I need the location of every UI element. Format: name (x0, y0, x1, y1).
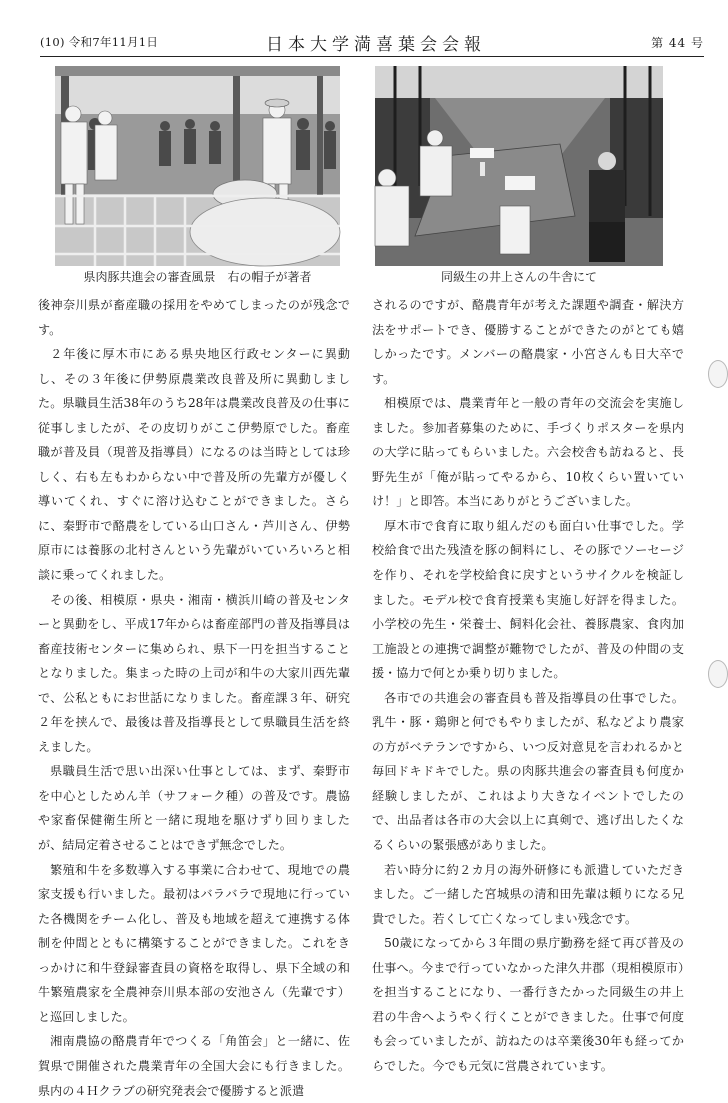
photo-caption-left: 県肉豚共進会の審査風景 右の帽子が著者 (83, 270, 312, 284)
paragraph: 若い時分に約２カ月の海外研修にも派遣していただきました。ご一緒した宮城県の清和田先輩は頼りになる兄貴でした。若くして亡くなってしまい残念です。 (372, 862, 684, 926)
paragraph: ２年後に厚木市にある県央地区行政センターに異動し、その３年後に伊勢原農業改良普及所に異動しました。県職員生活38年のうち28年は農業改良普及の仕事に従事しましたが、その皮切りがここ伊勢原でした。畜産職が普及員（現普及指導員）になるのは当時としては珍しく、右も左もわからない中で普及所の先輩方が優しく導いてくれ、すぐに溶け込むことができました。さらに、秦野市で酪農をしている山口さん・芦川さん、伊勢原市には養豚の北村さんという先輩がいていろいろと相談に乗ってくれました。 (38, 347, 350, 583)
photo-barn-visit (375, 66, 663, 266)
paragraph: 相模原では、農業青年と一般の青年の交流会を実施しました。参加者募集のために、手づくりポスターを県内の大学に貼ってもらいました。六会校舎も訪ねると、長野先生が「俺が貼ってやるから、10枚くらい置いていけ！」と即答。本当にありがとうございました。 (372, 396, 684, 509)
binder-punch-hole (708, 660, 728, 688)
paragraph: 後神奈川県が畜産職の採用をやめてしまったのが残念です。 (38, 298, 350, 337)
paragraph: 各市での共進会の審査員も普及指導員の仕事でした。乳牛・豚・鶏卵と何でもやりましたが、私などより農家の方がベテランですから、いつ反対意見を言われるかと毎回ドキドキでした。県の肉豚共進会の審査員も何度か経験しましたが、これはより大きなイベントでしたので、出品者は各市の大会以上に真剣で、逃げ出したくなるくらいの緊張感がありました。 (372, 690, 684, 853)
newspaper-title: 日本大学満喜葉会会報 (266, 35, 486, 55)
paragraph: されるのですが、酪農青年が考えた課題や調査・解決方法をサポートでき、優勝することができたのがとても嬉しかったです。メンバーの酪農家・小宮さんも日大卒です。 (372, 298, 684, 386)
paragraph: 厚木市で食育に取り組んだのも面白い仕事でした。学校給食で出た残渣を豚の飼料にし、その豚でソーセージを作り、それを学校給食に戻すというサイクルを検証しました。モデル校で食育授業も実施し好評を得ました。小学校の先生・栄養士、飼料化会社、養豚農家、食肉加工施設との連携で調整が難物でしたが、普及の仲間の支援・協力で何とか乗り切りました。 (372, 518, 684, 681)
paragraph: その後、相模原・県央・湘南・横浜川崎の普及センターと異動をし、平成17年からは畜産部門の普及指導員は畜産技術センターに集められ、県下一円を担当することとなりました。集まった時の上司が和牛の大家川西先輩で、公私ともにお世話になりました。畜産課３年、研究２年を挟んで、最後は普及指導長として県職員生活を終えました。 (38, 592, 350, 754)
page-header (40, 30, 704, 54)
issue-number: 第 44 号 (651, 36, 704, 50)
page-number-date: (10) 令和7年11月1日 (40, 35, 159, 49)
article-column-left (38, 293, 350, 1103)
binder-punch-hole (708, 360, 728, 388)
paragraph: 湘南農協の酪農青年でつくる「角笛会」と一緒に、佐賀県で開催された農業青年の全国大会にも行きました。県内の４Ｈクラブの研究発表会で優勝すると派遣 (38, 1034, 350, 1098)
barn-visit-image (375, 66, 663, 266)
photo-caption-right: 同級生の井上さんの牛舎にて (440, 270, 597, 284)
paragraph: 繁殖和牛を多数導入する事業に合わせて、現地での農家支援も行いました。最初はバラバラで現地に行っていた各機関をチーム化し、普及も地域を超えて連携する体制を仲間とともに構築することができました。これをきっかけに和牛登録審査員の資格を取得し、県下全域の和牛繁殖農家を全農神奈川県本部の安池さん（先輩です）と巡回しました。 (38, 862, 350, 1024)
paragraph: 県職員生活で思い出深い仕事としては、まず、秦野市を中心としためん羊（サフォーク種）の普及です。農協や家畜保健衛生所と一緒に現地を駆けずり回りましたが、結局定着させることはできず無念でした。 (38, 764, 350, 853)
pig-judging-image (55, 66, 340, 266)
photo-pig-judging (55, 66, 340, 266)
paragraph: 50歳になってから３年間の県庁勤務を経て再び普及の仕事へ。今まで行っていなかった津久井郡（現相模原市）を担当することになり、一番行きたかった同級生の井上君の牛舎へようやく行くことができました。仕事で何度も会っていましたが、訪ねたのは卒業後30年も経ってからでした。今でも元気に営農されています。 (372, 936, 684, 1073)
article-column-right (372, 293, 684, 1079)
header-rule (40, 56, 704, 57)
